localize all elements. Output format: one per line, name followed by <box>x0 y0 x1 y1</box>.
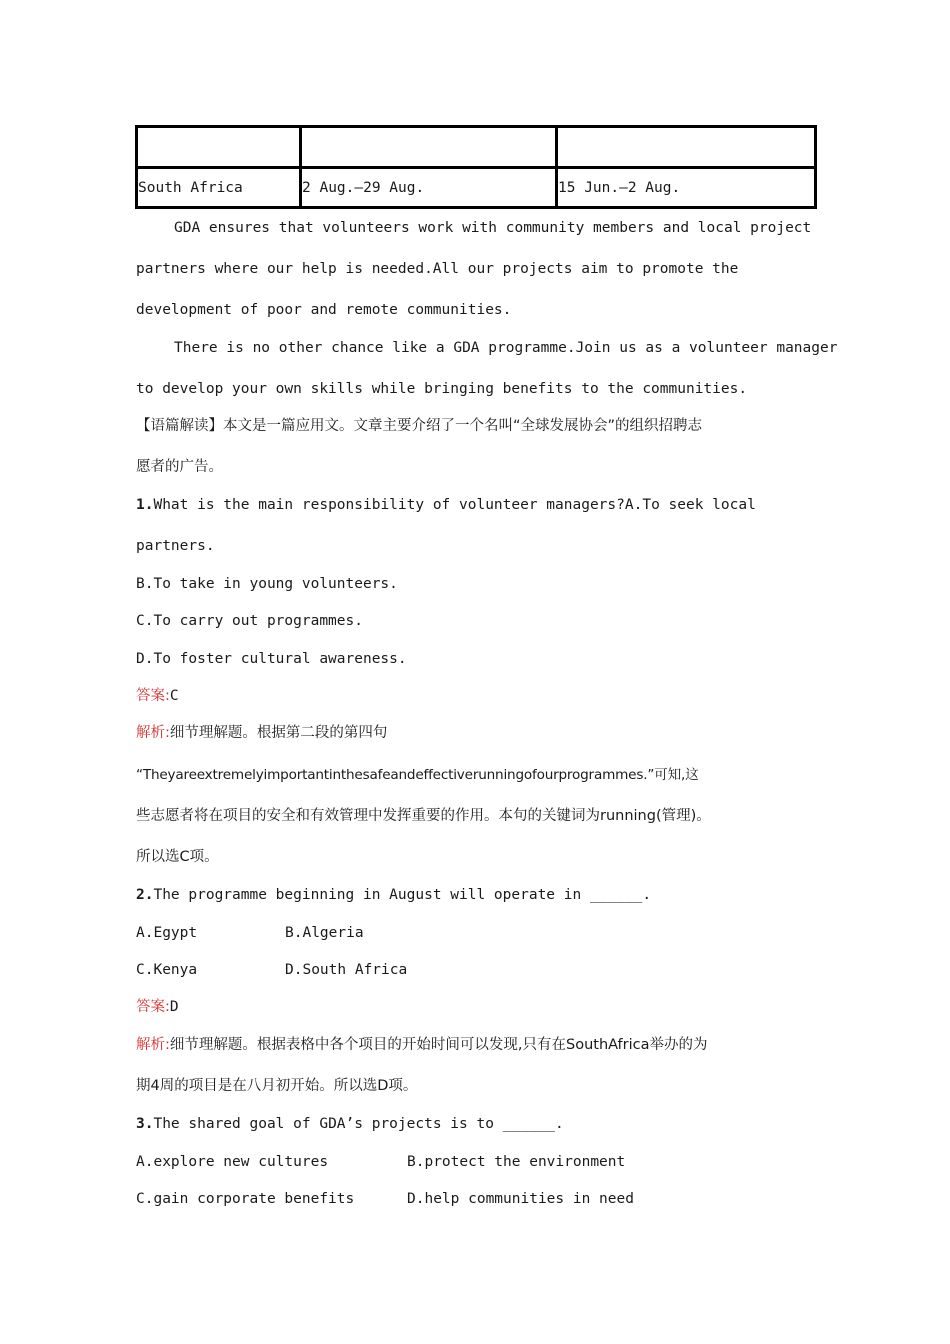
answer-label: 答案: <box>136 688 170 704</box>
answer-line <box>136 997 179 1017</box>
option-b: B.Algeria <box>285 925 364 941</box>
option-a: A.Egypt <box>136 925 198 941</box>
analysis-label: 解析: <box>136 725 170 741</box>
interpretation-line: 愿者的广告。 <box>136 459 223 475</box>
analysis-line <box>136 723 387 743</box>
question-number: 2. <box>136 887 154 903</box>
analysis-line: 些志愿者将在项目的安全和有效管理中发挥重要的作用。本句的关键词为running(管理)。 <box>136 808 711 824</box>
table-row <box>137 127 816 168</box>
analysis-text: 细节理解题。根据第二段的第四句 <box>169 725 388 741</box>
answer-label: 答案: <box>136 999 170 1015</box>
option-a: A.explore new cultures <box>136 1154 329 1170</box>
question-1-stem-cont: partners. <box>136 538 215 554</box>
passage-line: to develop your own skills while bringing benefits to the communities. <box>136 381 748 397</box>
option-c: C.To carry out programmes. <box>136 613 363 629</box>
analysis-line: “Theyareextremelyimportantinthesafeandeffectiverunningofourprogrammes.”可知,这 <box>136 767 699 783</box>
option-d: D.help communities in need <box>407 1191 634 1207</box>
question-number: 1. <box>136 497 154 513</box>
passage-line: partners where our help is needed.All our projects aim to promote the <box>136 261 739 277</box>
analysis-line: 期4周的项目是在八月初开始。所以选D项。 <box>136 1078 418 1094</box>
option-b: B.To take in young volunteers. <box>136 576 398 592</box>
answer-line <box>136 686 179 706</box>
table-cell-dates: 15 Jun.—2 Aug. <box>557 168 816 208</box>
analysis-text: 细节理解题。根据表格中各个项目的开始时间可以发现,只有在SouthAfrica举办的为 <box>169 1037 708 1053</box>
question-text: The shared goal of GDA’s projects is to ______. <box>153 1116 564 1132</box>
answer-value: D <box>169 999 179 1015</box>
passage-line: There is no other chance like a GDA programme.Join us as a volunteer manager <box>174 340 838 356</box>
option-d: D.To foster cultural awareness. <box>136 651 407 667</box>
answer-value: C <box>169 688 179 704</box>
option-c: C.gain corporate benefits <box>136 1191 355 1207</box>
passage-line: development of poor and remote communities. <box>136 302 512 318</box>
table-cell <box>137 127 301 168</box>
table-cell-dates: 2 Aug.—29 Aug. <box>301 168 557 208</box>
schedule-table <box>135 125 817 209</box>
analysis-line <box>136 1035 708 1055</box>
table-cell-country: South Africa <box>137 168 301 208</box>
question-3-stem <box>136 1114 564 1134</box>
option-d: D.South Africa <box>285 962 408 978</box>
table-cell <box>301 127 557 168</box>
option-b: B.protect the environment <box>407 1154 626 1170</box>
question-text: What is the main responsibility of volunteer managers?A.To seek local <box>153 497 756 513</box>
table-row <box>137 168 816 208</box>
question-1-stem <box>136 495 756 515</box>
analysis-label: 解析: <box>136 1037 170 1053</box>
question-text: The programme beginning in August will operate in ______. <box>153 887 652 903</box>
analysis-line: 所以选C项。 <box>136 849 219 865</box>
interpretation-line: 【语篇解读】本文是一篇应用文。文章主要介绍了一个名叫“全球发展协会”的组织招聘志 <box>136 418 703 434</box>
question-2-stem <box>136 885 651 905</box>
option-c: C.Kenya <box>136 962 198 978</box>
question-number: 3. <box>136 1116 154 1132</box>
table-cell <box>557 127 816 168</box>
passage-line: GDA ensures that volunteers work with community members and local project <box>174 220 812 236</box>
